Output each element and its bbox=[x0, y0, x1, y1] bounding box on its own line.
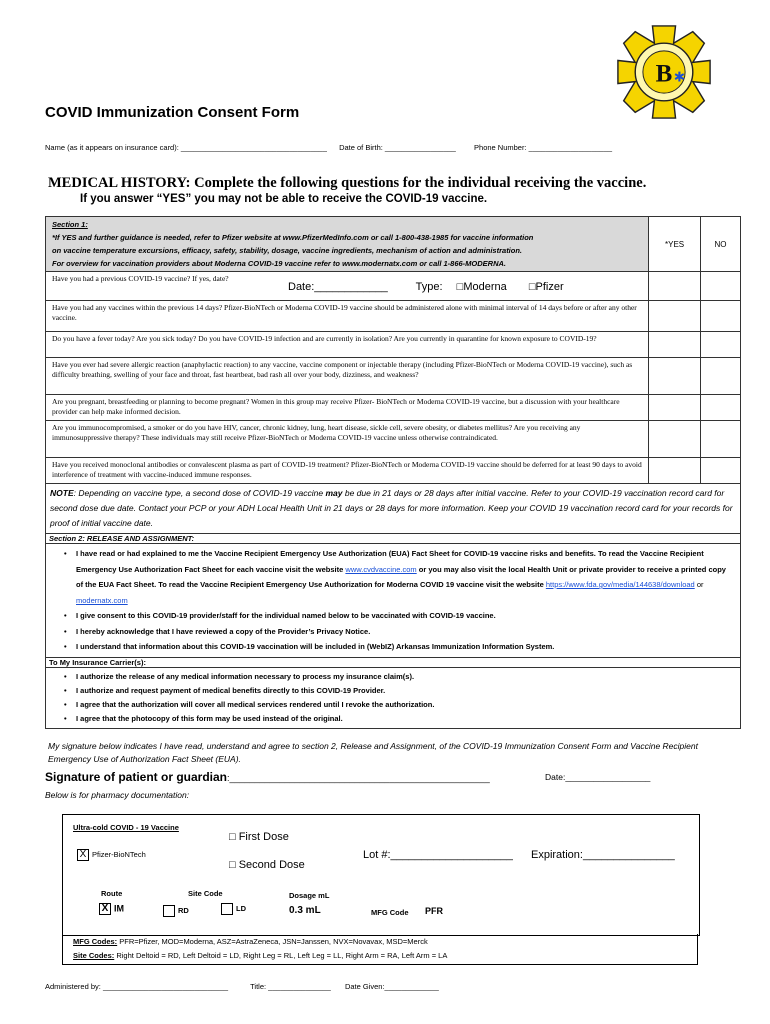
answer-yes-cell[interactable] bbox=[649, 358, 701, 395]
mfg-code-value: PFR bbox=[425, 906, 443, 916]
insurance-list bbox=[46, 667, 741, 728]
insurance-item: • I agree that the authorization will cover all medical services rendered until I revoke the authorization. bbox=[76, 698, 732, 712]
answer-yes-cell[interactable] bbox=[649, 332, 701, 358]
dosage-label: Dosage mL bbox=[289, 891, 330, 900]
code-legend bbox=[62, 934, 698, 965]
mfg-code-label: MFG Code bbox=[371, 908, 409, 917]
fda-eua-link[interactable]: https://www.fda.gov/media/144638/download bbox=[545, 580, 695, 589]
signature-date-field[interactable]: Date:__________________ bbox=[545, 772, 651, 782]
pharmacy-documentation-box bbox=[62, 814, 700, 936]
answer-no-cell[interactable] bbox=[701, 421, 741, 458]
pfizer-guidance-cont: on vaccine temperature excursions, efficacy, safety, stability, dosage, vaccine ingredients, mechanism of action and administration. bbox=[52, 246, 523, 255]
svg-text:B: B bbox=[655, 60, 673, 88]
first-dose-option[interactable]: □ First Dose bbox=[229, 831, 289, 843]
dosage-value: 0.3 mL bbox=[289, 905, 321, 916]
svg-text:✱: ✱ bbox=[673, 69, 685, 85]
site-rd-checkbox[interactable] bbox=[163, 905, 175, 917]
no-column-header: NO bbox=[701, 217, 741, 272]
route-label: Route bbox=[101, 889, 123, 898]
answer-yes-cell[interactable] bbox=[649, 458, 701, 484]
lot-number-field[interactable]: Lot #:____________________ bbox=[363, 849, 513, 861]
pfizer-checkbox[interactable]: □ bbox=[528, 281, 536, 293]
release-assignment-list bbox=[46, 544, 741, 658]
webiz-item: • I understand that information about this COVID-19 vaccination will be included in (WebIZ) Arkansas Immunization Information System. bbox=[76, 639, 732, 655]
section2-title: Section 2: RELEASE AND ASSIGNMENT: bbox=[46, 534, 741, 544]
pharmacy-note: Below is for pharmacy documentation: bbox=[45, 790, 190, 800]
pfizer-vaccine-option[interactable]: X Pfizer-BioNTech bbox=[77, 849, 146, 861]
question-pregnancy: Are you pregnant, breastfeeding or planning to become pregnant? Women in this group may receive Pfizer- BioNTech or Moderna COVID-19 vaccine, but a discussion with your healthcare provider can help make informed decision. bbox=[46, 395, 649, 421]
site-code-label: Site Code bbox=[188, 889, 223, 898]
dob-field[interactable]: Date of Birth: _________________ bbox=[339, 143, 456, 152]
pfizer-guidance: *If YES and further guidance is needed, refer to Pfizer website at www.PfizerMedInfo.com or call 1-800-438-1985 for vaccine information bbox=[52, 233, 534, 242]
patient-id-line bbox=[45, 143, 612, 152]
answer-no-cell[interactable] bbox=[701, 301, 741, 332]
administration-footer bbox=[45, 982, 439, 991]
second-dose-option[interactable]: □ Second Dose bbox=[229, 859, 305, 871]
second-dose-note: NOTE: Depending on vaccine type, a second dose of COVID-19 vaccine may be due in 21 days or 28 days after initial vaccine. Refer to your COVID-19 vaccination record card for second dose due date. Contact your PCP or your ADH Local Health Unit in 21 days or 28 days for more information. Keep your COVID 19 vaccination record card for your records for proof of initial vaccine date. bbox=[46, 484, 741, 534]
answer-yes-cell[interactable] bbox=[649, 395, 701, 421]
section1-instructions bbox=[46, 217, 649, 272]
question-recent-vaccines: Have you had any vaccines within the previous 14 days? Pfizer-BioNTech or Moderna COVID-19 vaccine should be administered alone with minimal interval of 14 days before or after any other vaccine. bbox=[46, 301, 649, 332]
previous-dose-date-field[interactable]: Date:____________ bbox=[288, 281, 388, 293]
title-field[interactable]: Title: _______________ bbox=[250, 982, 331, 991]
medical-history-heading: MEDICAL HISTORY: Complete the following questions for the individual receiving the vaccine. bbox=[48, 175, 647, 191]
route-im-option[interactable]: X IM bbox=[99, 903, 124, 915]
answer-no-cell[interactable] bbox=[701, 272, 741, 301]
vaccine-heading: Ultra-cold COVID - 19 Vaccine bbox=[73, 823, 179, 832]
expiration-field[interactable]: Expiration:_______________ bbox=[531, 849, 675, 861]
insurance-item: • I agree that the photocopy of this form may be used instead of the original. bbox=[76, 712, 732, 726]
site-ld-option[interactable]: LD bbox=[221, 903, 246, 915]
eua-fact-sheet-item: • I have read or had explained to me the Vaccine Recipient Emergency Use Authorization (EUA) Fact Sheet for COVID-19 vaccine risks and benefits. To read the Vaccine Recipient Emergency Use Authorization Fact Sheet for each vaccine visit the website www.cvdvaccine.com or you may also visit the local Health Unit or private provider to receive a printed copy of the EUA Fact Sheet. To read the Vaccine Recipient Emergency Use Authorization for Moderna COVID 19 vaccine visit the website https://www.fda.gov/media/144638/download or modernatx.com bbox=[76, 546, 732, 608]
answer-no-cell[interactable] bbox=[701, 458, 741, 484]
question-allergic-reaction: Have you ever had severe allergic reaction (anaphylactic reaction) to any vaccine, vaccine component or injectable therapy (including Pfizer-BioNTech or Moderna COVID-19 vaccine), such as difficulty breathing, swelling of your face and throat, fast heartbeat, bad rash all over your body, dizziness, and weakness? bbox=[46, 358, 649, 395]
signature-line[interactable]: Signature of patient or guardian:____________________________________________________ bbox=[45, 770, 490, 784]
modernatx-link[interactable]: modernatx.com bbox=[76, 595, 128, 605]
route-im-checkbox[interactable]: X bbox=[99, 903, 111, 915]
fire-department-badge-logo bbox=[616, 24, 712, 120]
site-codes-legend: Site Codes: Right Deltoid = RD, Left Deltoid = LD, Right Leg = RL, Left Leg = LL, Right Arm = RA, Left Arm = LA bbox=[73, 951, 448, 960]
question-immunocompromised: Are you immunocompromised, a smoker or do you have HIV, cancer, chronic kidney, lung, heart disease, sickle cell, severe obesity, or diabetes mellitus? Are you receiving any immunosuppressive therapy? These individuals may still receive Pfizer-BioNTech or Moderna COVID-19 vaccine unless otherwise contraindicated. bbox=[46, 421, 649, 458]
question-previous-vaccine: Have you had a previous COVID-19 vaccine? If yes, date? Date:____________ Type: □Moderna □Pfizer bbox=[46, 272, 649, 301]
answer-no-cell[interactable] bbox=[701, 332, 741, 358]
moderna-guidance: For overview for vaccination providers about Moderna COVID-19 vaccine refer to www.modernatx.com or call 1-866-MODERNA. bbox=[52, 259, 507, 268]
mfg-codes-legend: MFG Codes: PFR=Pfizer, MOD=Moderna, ASZ=AstraZeneca, JSN=Janssen, NVX=Novavax, MSD=Merck bbox=[73, 937, 428, 946]
insurance-item: • I authorize the release of any medical information necessary to process my insurance claim(s). bbox=[76, 670, 732, 684]
medical-history-table bbox=[45, 216, 741, 729]
answer-yes-cell[interactable] bbox=[649, 421, 701, 458]
moderna-checkbox[interactable]: □ bbox=[456, 281, 464, 293]
section1-title: Section 1: bbox=[52, 220, 88, 229]
privacy-notice-item: • I hereby acknowledge that I have reviewed a copy of the Provider’s Privacy Notice. bbox=[76, 624, 732, 640]
site-rd-option[interactable]: RD bbox=[163, 905, 189, 917]
consent-item: • I give consent to this COVID-19 provider/staff for the individual named below to be vaccinated with COVID-19 vaccine. bbox=[76, 608, 732, 624]
signature-statement: My signature below indicates I have read, understand and agree to section 2, Release and Assignment, of the COVID-19 Immunization Consent Form and Vaccine Recipient Emergency Use of Authorization Fact Sheet (EUA). bbox=[48, 741, 698, 764]
date-given-field[interactable]: Date Given:_____________ bbox=[344, 982, 439, 991]
name-field[interactable]: Name (as it appears on insurance card): ___________________________________ bbox=[45, 143, 327, 152]
form-title: COVID Immunization Consent Form bbox=[45, 104, 300, 121]
insurance-item: • I authorize and request payment of medical benefits directly to this COVID-19 Provider. bbox=[76, 684, 732, 698]
question-fever-illness: Do you have a fever today? Are you sick today? Do you have COVID-19 infection and are currently in isolation? Are you currently in quarantine for known exposure to COVID-19? bbox=[46, 332, 649, 358]
phone-field[interactable]: Phone Number: ____________________ bbox=[474, 143, 613, 152]
answer-no-cell[interactable] bbox=[701, 358, 741, 395]
question-monoclonal-antibodies: Have you received monoclonal antibodies or convalescent plasma as part of COVID-19 treatment? Pfizer-BioNTech or Moderna COVID-19 vaccine should be deferred for at least 90 days to avoid interference of treatment with vaccine-induced immune responses. bbox=[46, 458, 649, 484]
administered-by-field[interactable]: Administered by: ______________________________ bbox=[45, 982, 229, 991]
cvdvaccine-link[interactable]: www.cvdvaccine.com bbox=[345, 564, 417, 574]
site-ld-checkbox[interactable] bbox=[221, 903, 233, 915]
yes-warning: If you answer “YES” you may not be able to receive the COVID-19 vaccine. bbox=[80, 193, 488, 205]
insurance-title: To My Insurance Carrier(s): bbox=[46, 657, 741, 667]
answer-yes-cell[interactable] bbox=[649, 301, 701, 332]
pfizer-vaccine-checkbox[interactable]: X bbox=[77, 849, 89, 861]
yes-column-header: *YES bbox=[649, 217, 701, 272]
answer-yes-cell[interactable] bbox=[649, 272, 701, 301]
answer-no-cell[interactable] bbox=[701, 395, 741, 421]
